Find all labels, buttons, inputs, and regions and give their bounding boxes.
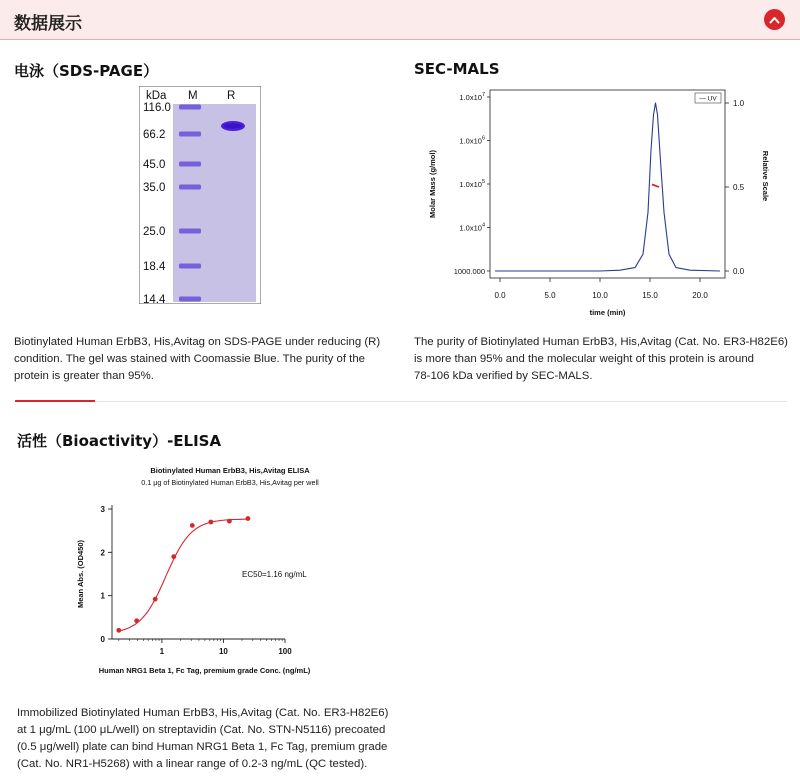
sec-y2-tick-label: 0.5 [733,183,745,192]
sec-y-tick-exp: 7 [481,92,485,98]
elisa-y-tick-label: 2 [100,548,105,558]
gel-lane-r-label: R [227,90,236,102]
sec-uv-trace [495,103,720,271]
elisa-chart [70,460,390,685]
elisa-data-point [246,516,251,521]
elisa-caption-line: at 1 μg/mL (100 μL/well) on streptavidin (Cat. No. STN-N5116) precoated [17,724,386,736]
section-divider [15,401,787,402]
gel-marker-band [179,132,201,137]
sds-caption-line: protein is greater than 95%. [14,370,154,382]
sec-legend [695,93,721,103]
gel-marker-band [179,229,201,234]
sec-x-tick-label: 20.0 [692,291,708,300]
gel-marker-label: 25.0 [143,226,166,238]
sec-y-tick-label: $1.0x10^7$ [459,92,485,102]
gel-marker-label: 35.0 [143,182,166,194]
sec-molar-mass-trace [652,184,659,187]
gel-unit-label: kDa [146,90,167,102]
sec-mals-caption [414,334,794,385]
sec-x-tick-label: 15.0 [642,291,658,300]
sec-y-tick-label: 1000.000 [453,267,485,276]
gel-marker-label: 18.4 [143,261,166,273]
elisa-y-axis-label: Mean Abs. (OD450) [76,539,85,609]
sec-mals-chart [420,80,780,320]
elisa-chart-subtitle: 0.1 μg of Biotinylated Human ErbB3, His,Avitag per well [141,478,319,487]
gel-lane-m-label: M [188,90,198,102]
sec-y-tick-exp: 4 [481,222,485,229]
elisa-fit-curve [119,519,248,631]
sec-y2-tick-label: 0.0 [733,267,745,276]
elisa-ec50-annotation: EC50=1.16 ng/mL [242,570,307,579]
sec-y2-axis-label: Relative Scale [761,150,770,202]
sds-page-gel-image [139,86,261,304]
gel-marker-label: 14.4 [143,294,166,304]
elisa-caption-line: Immobilized Biotinylated Human ErbB3, His,Avitag (Cat. No. ER3-H82E6) [17,707,389,719]
sec-x-tick-label: 5.0 [544,291,556,300]
chevron-up-icon [769,16,780,24]
sec-y-axis-label: Molar Mass (g/mol) [428,150,437,218]
sec-y-tick-label: $1.0x10^5$ [459,179,485,189]
gel-marker-label: 66.2 [143,129,166,141]
gel-marker-label: 45.0 [143,159,166,171]
sds-caption-line: condition. The gel was stained with Coomassie Blue. The purity of the [14,353,365,365]
elisa-data-point [171,554,176,559]
gel-marker-band [179,162,201,167]
elisa-x-tick-label: 10 [218,647,228,656]
collapse-button[interactable] [764,9,785,30]
sec-x-tick-label: 10.0 [592,291,608,300]
elisa-y-tick-label: 3 [100,505,105,514]
elisa-data-point [153,597,158,602]
sec-y-tick-label: $1.0x10^6$ [459,135,485,146]
sec-x-axis-label: time (min) [589,308,626,317]
sec-legend-label: — UV [699,95,717,103]
section-title: 数据展示 [14,14,82,34]
elisa-chart-title: Biotinylated Human ErbB3, His,Avitag ELISA [150,466,310,475]
sec-y-tick-exp: 6 [481,135,485,142]
elisa-data-point [116,628,121,633]
elisa-caption [17,705,397,773]
sec-mals-caption-line: 78-106 kDa verified by SEC-MALS. [414,370,593,382]
elisa-data-point [190,523,195,528]
sec-mals-caption-line: The purity of Biotinylated Human ErbB3, His,Avitag (Cat. No. ER3-H82E6) [414,336,788,348]
elisa-x-tick-label: 1 [159,647,165,656]
elisa-caption-line: (0.5 μg/well) plate can bind Human NRG1 Beta 1, Fc Tag, premium grade [17,741,388,753]
elisa-data-point [208,520,213,525]
elisa-y-tick-label: 1 [100,591,105,601]
gel-marker-band [179,185,201,190]
gel-marker-band [179,297,201,302]
elisa-x-tick-label: 100 [278,647,292,656]
sds-caption [14,334,394,385]
sec-plot-frame [490,90,725,278]
elisa-title: 活性（Bioactivity）-ELISA [17,432,222,450]
sds-caption-line: Biotinylated Human ErbB3, His,Avitag on SDS-PAGE under reducing (R) [14,336,381,348]
section-header [0,0,800,40]
gel-marker-label: 116.0 [143,102,171,114]
sec-x-tick-label: 0.0 [494,291,506,300]
sec-y-tick-exp: 5 [481,179,485,185]
elisa-data-point [134,618,139,623]
gel-marker-band [179,105,201,110]
sds-page-title: 电泳（SDS-PAGE） [14,62,159,80]
sec-y2-tick-label: 1.0 [733,99,745,108]
sec-mals-title: SEC-MALS [414,60,500,78]
gel-marker-band [179,264,201,269]
sec-mals-caption-line: is more than 95% and the molecular weight of this protein is around [414,353,755,365]
sec-y-tick-label: $1.0x10^4$ [459,222,485,233]
elisa-x-axis-label: Human NRG1 Beta 1, Fc Tag, premium grade Conc. (ng/mL) [98,666,311,675]
elisa-caption-line: (Cat. No. NR1-H5268) with a linear range of 0.2-3 ng/mL (QC tested). [17,758,368,770]
elisa-y-tick-label: 0 [100,635,105,644]
elisa-data-point [227,519,232,524]
section-divider-accent [15,400,95,402]
